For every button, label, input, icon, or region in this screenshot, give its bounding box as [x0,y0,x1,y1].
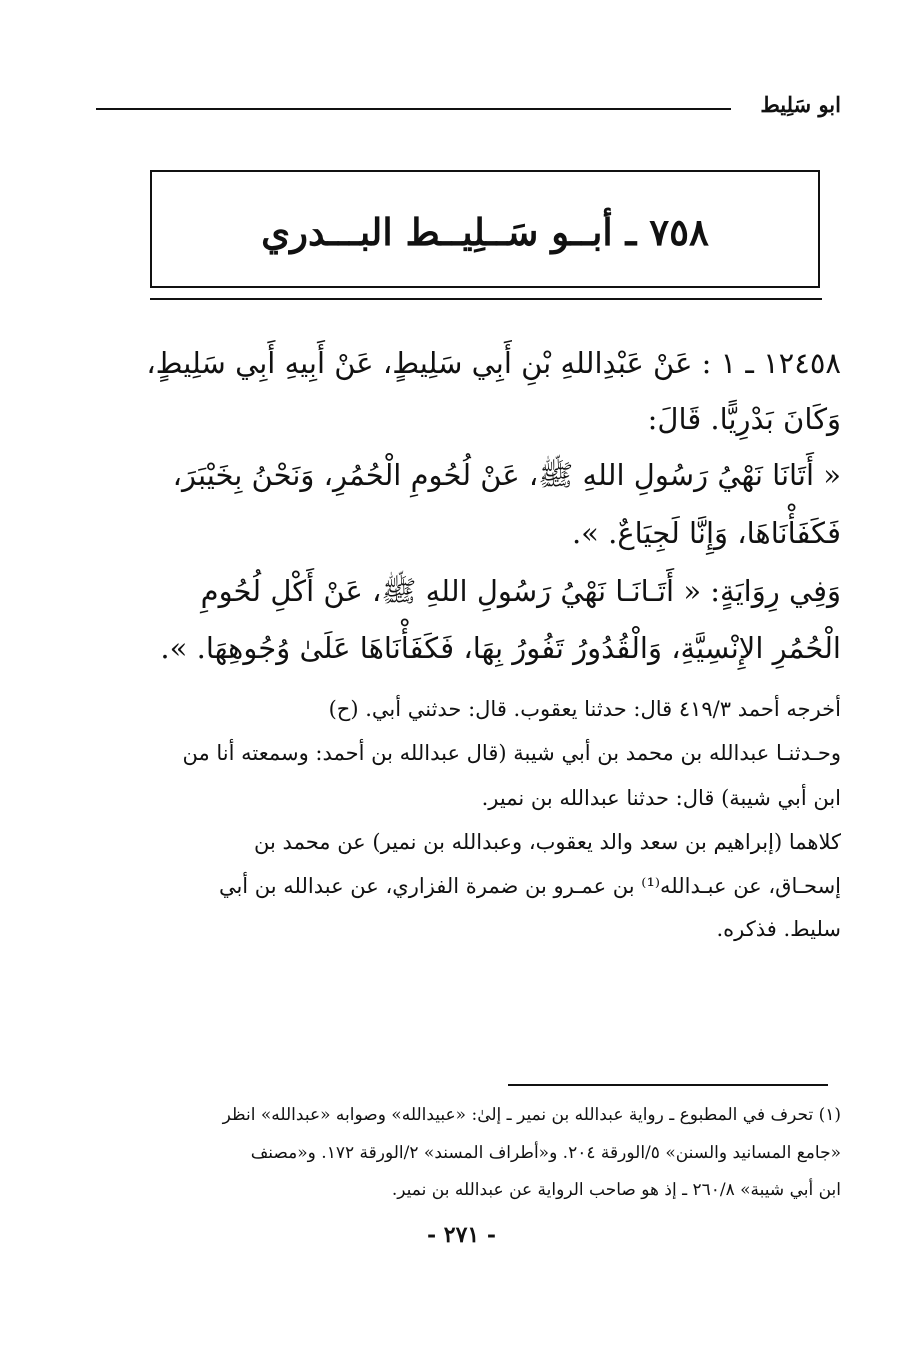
chapter-title-underline [150,298,822,300]
hadith-line: وَكَانَ بَدْرِيًّا. قَالَ: [647,402,841,436]
hadith-line: الْحُمُرِ الإِنْسِيَّةِ، وَالْقُدُورُ تَفُورُ بِهَا، فَكَفَأْنَاهَا عَلَىٰ وُجُوهِهَا. ». [160,631,841,665]
page-number: - ٢٧١ - [426,1222,497,1248]
running-header-title: ابو سَلِيط [760,92,841,117]
takhrij-line: كلاهما (إبراهيم بن سعد والد يعقوب، وعبدالله بن نمير) عن محمد بن [254,830,841,854]
footnote-line: ابن أبي شيبة» ٢٦٠/٨ ـ إذ هو صاحب الرواية عن عبدالله بن نمير. [391,1180,841,1200]
takhrij-line: إسحـاق، عن عبـدالله⁽¹⁾ بن عمـرو بن ضمرة الفزاري، عن عبدالله بن أبي [218,874,841,898]
takhrij-line: وحـدثنـا عبدالله بن محمد بن أبي شيبة (قال عبدالله بن أحمد: وسمعته أنا من [182,741,841,765]
chapter-title-frame [150,170,820,288]
hadith-line: ١٢٤٥٨ ـ ١ : عَنْ عَبْدِاللهِ بْنِ أَبِي سَلِيطٍ، عَنْ أَبِيهِ أَبِي سَلِيطٍ، [146,346,841,380]
running-header-rule [96,108,731,110]
footnote-line: «جامع المسانيد والسنن» ٥/الورقة ٢٠٤. و«أطراف المسند» ٢/الورقة ١٧٢. و«مصنف [250,1143,841,1163]
hadith-line: « أَتَانَا نَهْيُ رَسُولِ اللهِ ﷺ، عَنْ لُحُومِ الْحُمُرِ، وَنَحْنُ بِخَيْبَرَ، [172,458,841,492]
running-header [96,92,841,120]
takhrij-line: ابن أبي شيبة) قال: حدثنا عبدالله بن نمير. [481,786,841,810]
hadith-line: فَكَفَأْنَاهَا، وَإِنَّا لَجِيَاعٌ. ». [571,516,841,550]
hadith-line: وَفِي رِوَايَةٍ: « أَتَـانَـا نَهْيُ رَسُولِ اللهِ ﷺ، عَنْ أَكْلِ لُحُومِ [200,574,841,608]
chapter-title: ٧٥٨ ـ أبــو سَــلِيــط البـــدري [261,210,709,254]
takhrij-line: سليط. فذكره. [716,917,841,941]
takhrij-line: أخرجه أحمد ٤١٩/٣ قال: حدثنا يعقوب. قال: حدثني أبي. (ح) [328,697,841,721]
footnote-line: (١) تحرف في المطبوع ـ رواية عبدالله بن نمير ـ إلىٰ: «عبيدالله» وصوابه «عبدالله» انظر [222,1105,841,1125]
footnote-rule [508,1084,828,1086]
